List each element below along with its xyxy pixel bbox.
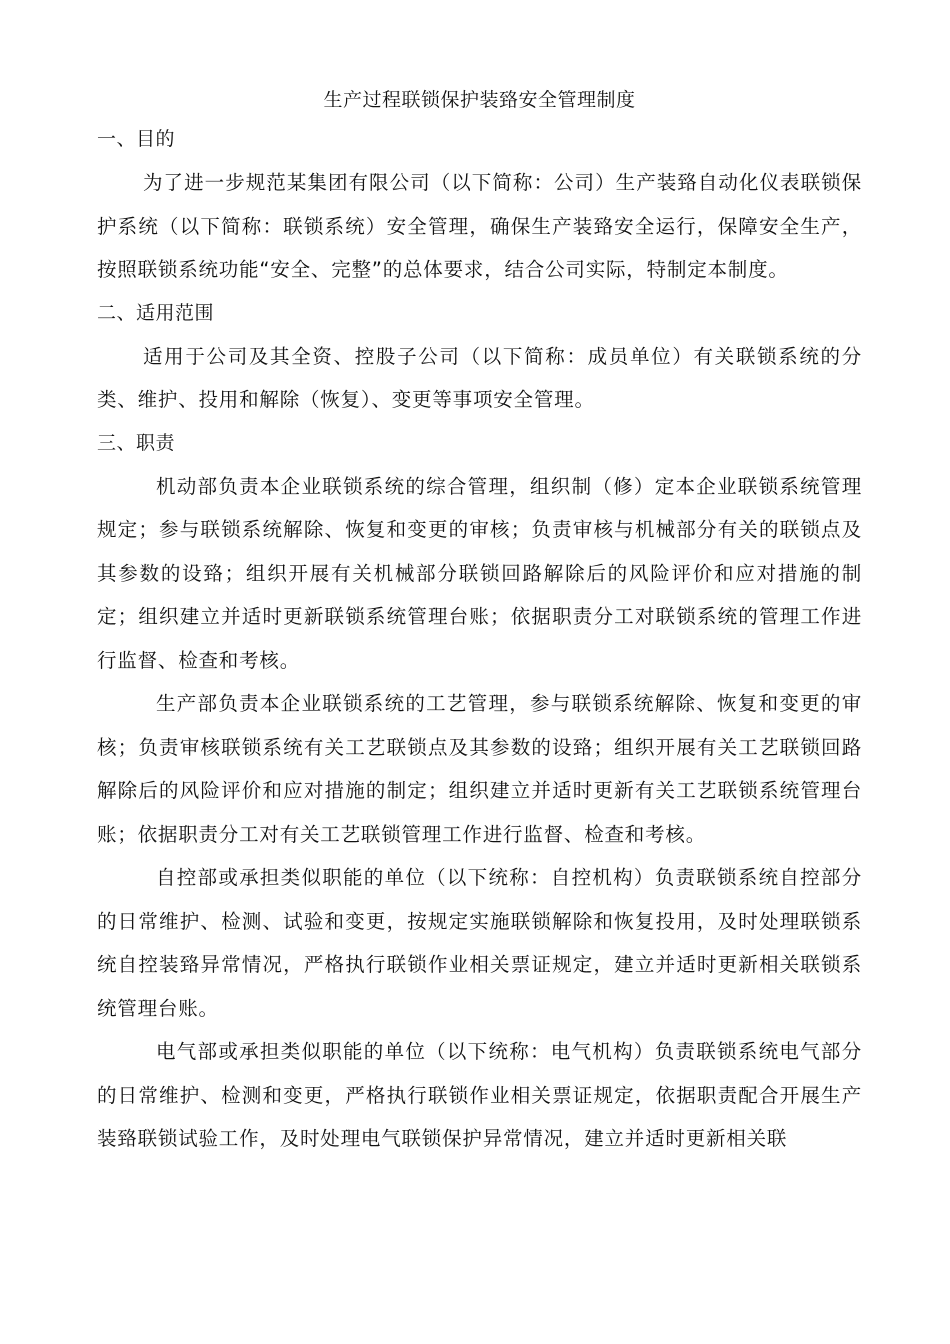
section-heading-responsibilities: 三、职责 bbox=[97, 431, 176, 454]
section-heading-purpose: 一、目的 bbox=[97, 128, 176, 150]
section-heading-scope: 二、适用范围 bbox=[97, 301, 215, 324]
paragraph-control-dept: 自控部或承担类似职能的单位（以下统称：自控机构）负责联锁系统自控部分的日常维护、检测、试验和变更，按规定实施联锁解除和恢复投用，及时处理联锁系统自控装臵异常情况，严格执行联锁作业相关票证规定，建立并适时更新相关联锁系统管理台账。 bbox=[97, 866, 862, 1020]
paragraph-electrical-dept: 电气部或承担类似职能的单位（以下统称：电气机构）负责联锁系统电气部分的日常维护、检测和变更，严格执行联锁作业相关票证规定，依据职责配合开展生产装臵联锁试验工作，及时处理电气联锁保护异常情况，建立并适时更新相关联 bbox=[97, 1040, 862, 1150]
document-title: 生产过程联锁保护装臵安全管理制度 bbox=[323, 89, 636, 111]
paragraph-mechanical-dept: 机动部负责本企业联锁系统的综合管理，组织制（修）定本企业联锁系统管理规定；参与联锁系统解除、恢复和变更的审核；负责审核与机械部分有关的联锁点及其参数的设臵；组织开展有关机械部分联锁回路解除后的风险评价和应对措施的制定；组织建立并适时更新联锁系统管理台账；依据职责分工对联锁系统的管理工作进行监督、检查和考核。 bbox=[97, 474, 862, 672]
paragraph-production-dept: 生产部负责本企业联锁系统的工艺管理，参与联锁系统解除、恢复和变更的审核；负责审核联锁系统有关工艺联锁点及其参数的设臵；组织开展有关工艺联锁回路解除后的风险评价和应对措施的制定；组织建立并适时更新有关工艺联锁系统管理台账；依据职责分工对有关工艺联锁管理工作进行监督、检查和考核。 bbox=[97, 692, 862, 846]
paragraph-scope: 适用于公司及其全资、控股子公司（以下简称：成员单位）有关联锁系统的分类、维护、投用和解除（恢复）、变更等事项安全管理。 bbox=[97, 344, 862, 411]
paragraph-purpose: 为了进一步规范某集团有限公司（以下简称：公司）生产装臵自动化仪表联锁保护系统（以下简称：联锁系统）安全管理，确保生产装臵安全运行，保障安全生产，按照联锁系统功能“安全、完整”的总体要求，结合公司实际，特制定本制度。 bbox=[97, 171, 862, 281]
